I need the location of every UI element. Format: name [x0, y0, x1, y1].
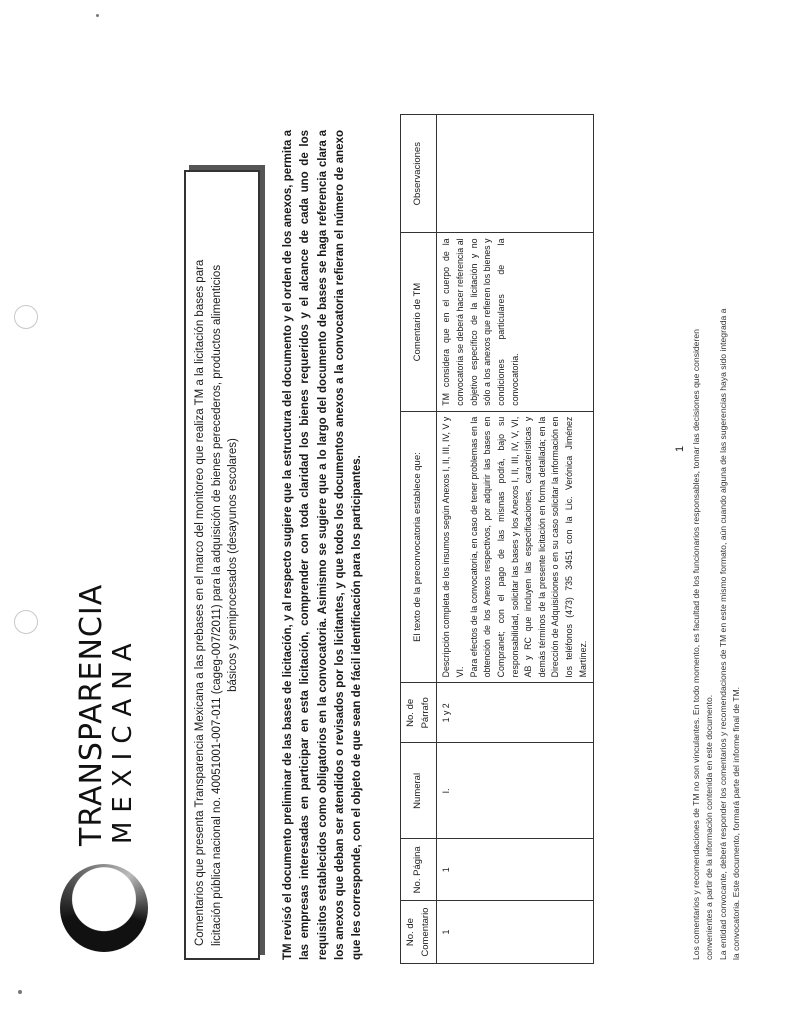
- intro-paragraph: [280, 130, 366, 960]
- cell-numeral: I.: [437, 743, 594, 839]
- cell-text-part-a: Descripción completa de los insumos según Anexos I, II, III, IV, V y VI.: [441, 416, 466, 678]
- footnote-line: Los comentarios y recomendaciones de TM no son vinculantes. En todo momento, es facultad de los funcionarios responsables, tomar las decisiones que consideren: [691, 329, 701, 960]
- comments-table: [400, 114, 594, 964]
- logo-wordmark-line1: TRANSPARENCIA: [74, 583, 109, 846]
- intro-text: TM revisó el documento preliminar de las bases de licitación, y al respecto sugiere que la estructura del documento y el orden de los anexos, permita a las empresas interesadas en participar en esta licitación, comprender con toda claridad los bienes requeridos y el alcance de cada uno de los requisitos establecidos como obligatorios en la convocatoria. Asimismo se sugiere que a lo largo del documento de bases se haga referencia clara a los anexos que deban ser atendidos o revisados por los licitantes, y que todos los documentos anexos a la convocatoria refieran el número de anexo que les corresponde, con el objeto de que sean de fácil identificación para los participantes.: [282, 130, 363, 960]
- cell-text-part-b: Para efectos de la convocatoria, en caso de tener problemas en la obtención de los Anexos respectivos, por adquirir las bases en Compranet; con el pago de las mismas podrá, bajo su responsabilidad, solicitar las bases y los Anexos I, II, III, IV, V, VI, AB y RC que incluyen las especificaciones, características y demás términos de la presente licitación en forma detallada; en la Dirección de Adquisiciones o en su caso solicitar la información en los teléfonos (473) 735 3451 con la Lic. Verónica Jiménez Martínez.: [468, 416, 588, 678]
- cell-comment-number: 1: [437, 901, 594, 964]
- title-line: Comentarios que presenta Transparencia Mexicana a las prebases en el marco del monitoreo que realiza TM a la licitación bases para: [194, 259, 206, 946]
- logo-swirl-icon: [60, 864, 148, 952]
- footnote: [690, 60, 743, 960]
- page-number: 1: [674, 445, 686, 452]
- header-numeral: Numeral: [401, 743, 437, 839]
- table-row: [437, 115, 594, 964]
- transparencia-mexicana-logo: [60, 583, 150, 952]
- header-paragraph-number: No. de Párrafo: [401, 683, 437, 743]
- cell-paragraph-number: 1 y 2: [437, 683, 594, 743]
- footnote-line: convenientes a partir de la información contenida en este documento.: [704, 694, 715, 960]
- header-page-number: No. Página: [401, 839, 437, 901]
- header-comment-number: No. de Comentario: [401, 901, 437, 964]
- logo-wordmark-line2: MEXICANA: [108, 634, 138, 844]
- cell-observations: [437, 115, 594, 233]
- header-tm-comment: Comentario de TM: [401, 233, 437, 411]
- footnote-line: La entidad convocante, deberá responder los comentarios y recomendaciones de TM en este mismo formato, aún cuando alguna de las sugerencias haya sido integrada a: [717, 308, 728, 960]
- table-header-row: [401, 115, 437, 964]
- header-observations: Observaciones: [401, 115, 437, 233]
- cell-page-number: 1: [437, 839, 594, 901]
- title-line: licitación pública nacional no. 40051001-007-011 (cageg-007/2011) para la adquisición de bienes perecederos, productos alimenticios: [210, 264, 223, 946]
- cell-tm-comment: TM considera que en el cuerpo de la convocatoria se deberá hacer referencia al objetivo específico de la licitación y no sólo a los anexos que refieren los bienes y condiciones particulares de la convocatoria.: [437, 233, 594, 411]
- header-preconvocatoria-text: El texto de la preconvocatoria establece que:: [401, 411, 437, 683]
- document-title-box: [184, 170, 260, 960]
- title-line: básicos y semiprocesados (desayunos escolares): [227, 438, 240, 692]
- cell-preconvocatoria-text: [437, 411, 594, 683]
- footnote-line: la convocatoria. Este documento, formará parte del informe final de TM.: [730, 686, 741, 960]
